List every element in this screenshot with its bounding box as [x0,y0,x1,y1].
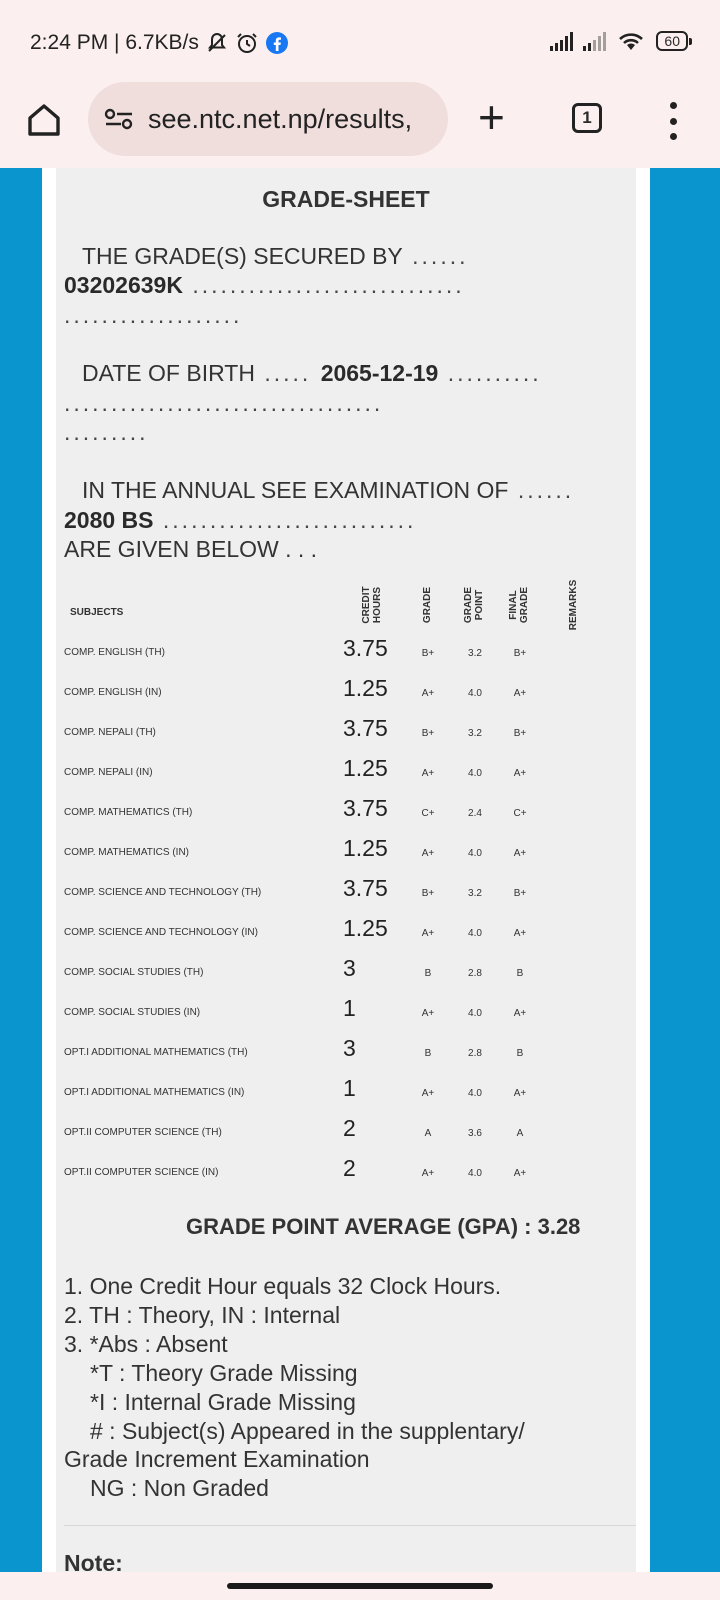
final-grade-cell: A+ [513,688,527,699]
final-grade-cell: A+ [513,928,527,939]
table-row [56,915,636,955]
note-item: 2. TH : Theory, IN : Internal [64,1302,341,1328]
note-item: *I : Internal Grade Missing [90,1389,356,1415]
address-bar[interactable] [88,82,448,156]
wifi-icon [616,30,646,52]
content-panel [42,168,650,1572]
grade-cell: A+ [421,848,435,859]
final-grade-cell: A+ [513,1008,527,1019]
alarm-icon [235,31,259,55]
grade-point-cell: 2.8 [468,1048,482,1059]
credit-hours-cell: 2 [343,1155,356,1181]
grade-sheet-title: GRADE-SHEET [262,186,430,212]
home-icon[interactable] [24,100,64,140]
gpa-summary: GRADE POINT AVERAGE (GPA) : 3.28 [186,1214,581,1239]
grade-point-cell: 3.2 [468,888,482,899]
credit-hours-cell: 3 [343,955,356,981]
new-tab-button[interactable]: + [478,91,505,143]
battery-indicator: 60 [656,31,688,51]
divider [64,1525,636,1526]
table-row [56,1155,636,1195]
subject-cell: OPT.I ADDITIONAL MATHEMATICS (IN) [64,1087,245,1098]
final-grade-cell: B+ [513,888,527,899]
subject-cell: OPT.II COMPUTER SCIENCE (IN) [64,1167,219,1178]
credit-hours-cell: 1.25 [343,675,388,701]
secured-by-label: THE GRADE(S) SECURED BY [82,243,403,269]
grade-cell: A+ [421,1088,435,1099]
overflow-menu-icon[interactable] [668,102,678,140]
signal-icon-2 [583,31,606,51]
grade-point-cell: 2.4 [468,808,482,819]
final-grade-cell: B+ [513,648,527,659]
site-settings-icon[interactable] [104,108,134,130]
note-item: 1. One Credit Hour equals 32 Clock Hours. [64,1273,502,1299]
exam-year-line: 2080 BS ........................... [64,507,417,533]
table-row [56,675,636,715]
status-time-speed: 2:24 PM | 6.7KB/s [30,31,199,54]
note-item: 3. *Abs : Absent [64,1331,228,1357]
final-grade-cell: A [516,1128,524,1139]
final-grade-cell: A+ [513,1168,527,1179]
grade-point-cell: 4.0 [468,1088,482,1099]
web-page [0,168,720,1572]
table-row [56,955,636,995]
grade-cell: A+ [421,1008,435,1019]
table-row [56,1035,636,1075]
header-grade: GRADE [422,586,433,624]
final-grade-cell: B [516,1048,524,1059]
final-grade-cell: C+ [513,808,527,819]
credit-hours-cell: 1 [343,995,356,1021]
dotted-line: ................... [64,302,243,328]
credit-hours-cell: 3 [343,1035,356,1061]
subject-cell: COMP. NEPALI (IN) [64,767,153,778]
bell-off-icon [205,31,229,55]
note-item: # : Subject(s) Appeared in the supplentary/ [90,1418,525,1444]
table-row [56,1075,636,1115]
credit-hours-cell: 3.75 [343,795,388,821]
grade-cell: A [424,1128,432,1139]
url-text[interactable]: see.ntc.net.np/results, [148,103,413,134]
symbol-number: 03202639K [64,272,183,298]
subject-cell: COMP. SCIENCE AND TECHNOLOGY (TH) [64,887,262,898]
grade-cell: B+ [421,728,435,739]
subject-cell: OPT.II COMPUTER SCIENCE (TH) [64,1127,222,1138]
table-row [56,1115,636,1155]
status-bar [0,0,720,80]
header-remarks: REMARKS [568,579,579,631]
grade-point-cell: 3.6 [468,1128,482,1139]
credit-hours-cell: 1.25 [343,755,388,781]
header-credit-hours: CREDIT HOURS [361,586,383,624]
grade-cell: A+ [421,768,435,779]
grade-point-cell: 2.8 [468,968,482,979]
dob-line: DATE OF BIRTH ..... 2065-12-19 .......... [82,360,542,386]
header-final-grade: FINAL GRADE [508,586,530,624]
credit-hours-cell: 1 [343,1075,356,1101]
subject-cell: COMP. SCIENCE AND TECHNOLOGY (IN) [64,927,258,938]
given-below: ARE GIVEN BELOW . . . [64,536,318,562]
credit-hours-cell: 3.75 [343,635,388,661]
dob-value: 2065-12-19 [320,360,439,386]
table-row [56,995,636,1035]
exam-line: IN THE ANNUAL SEE EXAMINATION OF ...... [82,477,575,503]
subject-cell: COMP. SOCIAL STUDIES (TH) [64,967,204,978]
tab-switcher-button[interactable]: 1 [572,103,602,133]
secured-by-line: THE GRADE(S) SECURED BY ...... [82,243,469,269]
subject-cell: OPT.I ADDITIONAL MATHEMATICS (TH) [64,1047,248,1058]
facebook-icon [265,31,289,55]
note-item: NG : Non Graded [90,1475,269,1501]
grade-point-cell: 3.2 [468,648,482,659]
grade-cell: B [424,968,432,979]
dotted-line: .................................. [64,390,384,416]
grade-point-cell: 4.0 [468,1008,482,1019]
subject-cell: COMP. MATHEMATICS (IN) [64,847,189,858]
exam-label: IN THE ANNUAL SEE EXAMINATION OF [82,477,509,503]
header-grade-point: GRADE POINT [463,586,485,624]
grade-cell: B [424,1048,432,1059]
dob-label: DATE OF BIRTH [82,360,255,386]
final-grade-cell: B [516,968,524,979]
note-item: *T : Theory Grade Missing [90,1360,358,1386]
note-heading: Note: [64,1550,123,1572]
browser-toolbar [0,80,720,168]
note-item: Grade Increment Examination [64,1446,370,1472]
grade-cell: B+ [421,888,435,899]
grade-point-cell: 4.0 [468,1168,482,1179]
header-subjects: SUBJECTS [70,607,124,618]
grade-cell: C+ [421,808,435,819]
grade-point-cell: 3.2 [468,728,482,739]
status-right [550,30,688,52]
table-row [56,835,636,875]
table-row [56,755,636,795]
grade-cell: A+ [421,1168,435,1179]
subject-cell: COMP. NEPALI (TH) [64,727,156,738]
dotted-line: ......... [64,419,149,445]
credit-hours-cell: 2 [343,1115,356,1141]
subject-cell: COMP. ENGLISH (TH) [64,647,165,658]
subject-cell: COMP. MATHEMATICS (TH) [64,807,193,818]
table-row [56,635,636,675]
credit-hours-cell: 1.25 [343,915,388,941]
final-grade-cell: A+ [513,768,527,779]
grade-cell: B+ [421,648,435,659]
grade-cell: A+ [421,928,435,939]
credit-hours-cell: 3.75 [343,875,388,901]
table-row [56,875,636,915]
credit-hours-cell: 1.25 [343,835,388,861]
grade-point-cell: 4.0 [468,928,482,939]
gesture-bar [0,1572,720,1600]
grade-point-cell: 4.0 [468,768,482,779]
table-row [56,715,636,755]
status-left [30,31,289,55]
home-gesture-handle[interactable] [227,1583,493,1589]
table-row [56,795,636,835]
grade-point-cell: 4.0 [468,688,482,699]
grade-sheet-card [56,168,636,1572]
subject-cell: COMP. ENGLISH (IN) [64,687,162,698]
final-grade-cell: A+ [513,1088,527,1099]
signal-icon [550,31,573,51]
final-grade-cell: B+ [513,728,527,739]
grade-cell: A+ [421,688,435,699]
grade-point-cell: 4.0 [468,848,482,859]
final-grade-cell: A+ [513,848,527,859]
credit-hours-cell: 3.75 [343,715,388,741]
symbol-line: 03202639K ............................. [64,272,465,298]
exam-year: 2080 BS [64,507,154,533]
subject-cell: COMP. SOCIAL STUDIES (IN) [64,1007,201,1018]
